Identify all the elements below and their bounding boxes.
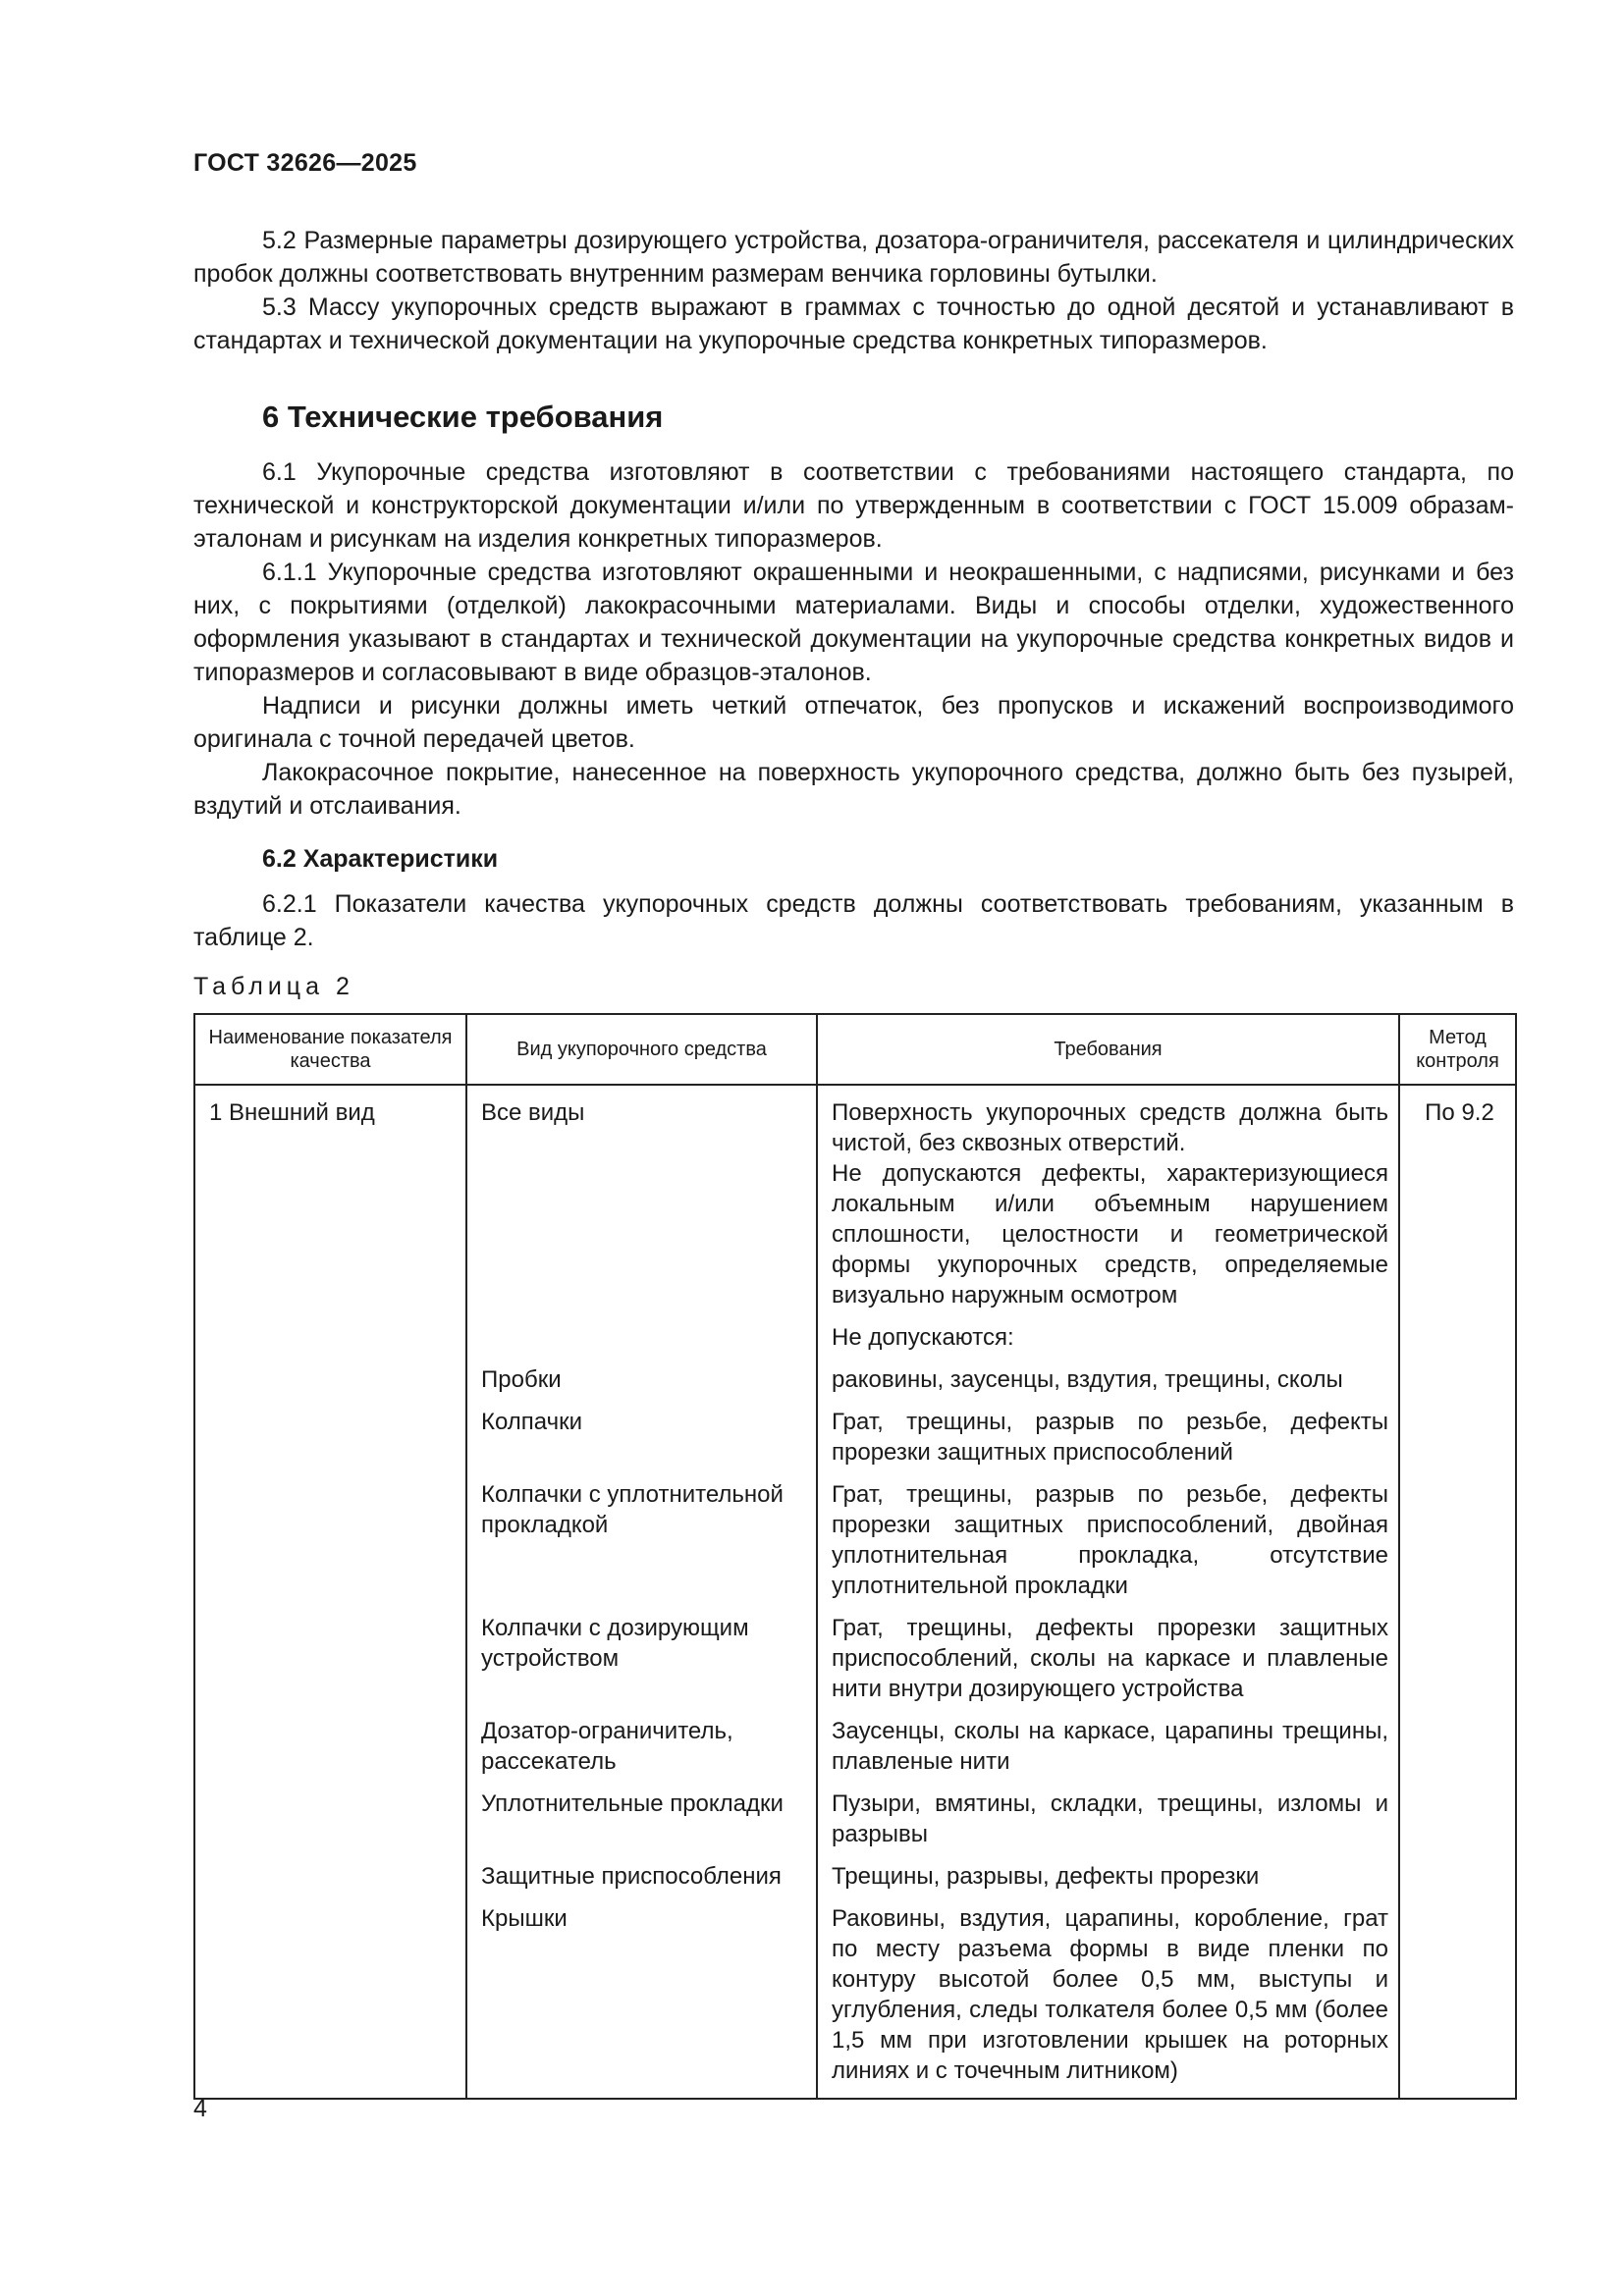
cell-closure-type — [466, 1322, 817, 1364]
cell-method — [1399, 1789, 1516, 1861]
cell-indicator — [194, 1861, 466, 1903]
cell-method — [1399, 1613, 1516, 1716]
cell-text: Раковины, вздутия, царапины, коробление, грат по месту разъема формы в виде пленки по контуру высотой более 0,5 мм, выступы и углубления, следы толкателя более 0,5 мм (более 1,5 мм при изготовлении крышек на роторных линиях и с точечным литником) — [832, 1905, 1388, 2084]
cell-method — [1399, 1364, 1516, 1407]
paragraph-5-2: 5.2 Размерные параметры дозирующего устройства, дозатора-ограничителя, рассекателя и цилиндрических пробок должны соответствовать внутренним размерам венчика горловины бутылки. — [193, 227, 1514, 288]
cell-text: Все виды — [481, 1099, 585, 1126]
paragraph-5-3: 5.3 Массу укупорочных средств выражают в граммах с точностью до одной десятой и устанавливают в стандартах и технической документации на укупорочные средства конкретных типоразмеров. — [193, 294, 1514, 354]
cell-requirements — [817, 1407, 1399, 1479]
cell-indicator — [194, 1903, 466, 2099]
cell-text: Грат, трещины, дефекты прорезки защитных приспособлений, сколы на каркасе и плавленые нити внутри дозирующего устройства — [832, 1615, 1388, 1702]
header-method: Метод контроля — [1399, 1014, 1516, 1085]
cell-indicator — [194, 1716, 466, 1789]
cell-closure-type — [466, 1716, 817, 1789]
document-body — [193, 224, 1514, 2100]
cell-method — [1399, 1322, 1516, 1364]
subsection-title: 6.2 Характеристики — [262, 845, 499, 873]
cell-requirements — [817, 1613, 1399, 1716]
cell-text: Пузыри, вмятины, складки, трещины, изломы и разрывы — [832, 1790, 1388, 1847]
header-requirements: Требования — [817, 1014, 1399, 1085]
cell-text: Заусенцы, сколы на каркасе, царапины трещины, плавленые нити — [832, 1718, 1388, 1775]
page-number: 4 — [193, 2095, 207, 2122]
table-caption: Таблица 2 — [193, 973, 354, 1000]
cell-indicator — [194, 1407, 466, 1479]
cell-text: раковины, заусенцы, вздутия, трещины, сколы — [832, 1366, 1343, 1393]
cell-text: Трещины, разрывы, дефекты прорезки — [832, 1863, 1260, 1890]
table-row — [194, 1364, 1516, 1407]
cell-text: По 9.2 — [1425, 1099, 1494, 1126]
paragraph-6-1-1: 6.1.1 Укупорочные средства изготовляют окрашенными и неокрашенными, с надписями, рисунками и без них, с покрытиями (отделкой) лакокрасочными материалами. Виды и способы отделки, художественного оформления указывают в стандартах и технической документации на укупорочные средства конкретных видов и типоразмеров и согласовывают в виде образцов-эталонов. — [193, 559, 1514, 686]
cell-closure-type — [466, 1903, 817, 2099]
cell-requirements — [817, 1085, 1399, 1322]
paragraph-coating: Лакокрасочное покрытие, нанесенное на поверхность укупорочного средства, должно быть без пузырей, вздутий и отслаивания. — [193, 759, 1514, 820]
cell-closure-type — [466, 1789, 817, 1861]
cell-text: Не допускаются дефекты, характеризующиеся локальным и/или объемным нарушением сплошности, целостности и геометрической формы укупорочных средств, определяемые визуально наружным осмотром — [832, 1160, 1388, 1308]
table-row — [194, 1716, 1516, 1789]
paragraph-inscriptions: Надписи и рисунки должны иметь четкий отпечаток, без пропусков и искажений воспроизводимого оригинала с точной передачей цветов. — [193, 692, 1514, 753]
cell-method — [1399, 1903, 1516, 2099]
table-row — [194, 1903, 1516, 2099]
cell-requirements — [817, 1479, 1399, 1613]
cell-text: Не допускаются: — [832, 1324, 1014, 1351]
cell-method — [1399, 1861, 1516, 1903]
cell-text: Колпачки с уплотнительной прокладкой — [481, 1481, 784, 1538]
section-title: 6 Технические требования — [262, 400, 664, 434]
table-row — [194, 1322, 1516, 1364]
cell-requirements — [817, 1861, 1399, 1903]
table-body — [194, 1085, 1516, 2099]
cell-text: Пробки — [481, 1366, 562, 1393]
cell-closure-type — [466, 1861, 817, 1903]
cell-indicator — [194, 1613, 466, 1716]
cell-closure-type — [466, 1085, 817, 1322]
table-row — [194, 1861, 1516, 1903]
cell-closure-type — [466, 1407, 817, 1479]
document-header: ГОСТ 32626—2025 — [193, 149, 417, 177]
cell-text: 1 Внешний вид — [209, 1099, 375, 1126]
cell-indicator — [194, 1085, 466, 1322]
cell-closure-type — [466, 1364, 817, 1407]
cell-text: Колпачки с дозирующим устройством — [481, 1615, 749, 1672]
table-row — [194, 1479, 1516, 1613]
cell-text: Поверхность укупорочных средств должна быть чистой, без сквозных отверстий. — [832, 1099, 1388, 1156]
cell-indicator — [194, 1364, 466, 1407]
table-row — [194, 1789, 1516, 1861]
quality-table — [193, 1013, 1517, 2100]
paragraph-6-2-1: 6.2.1 Показатели качества укупорочных средств должны соответствовать требованиям, указанным в таблице 2. — [193, 890, 1514, 951]
cell-method — [1399, 1085, 1516, 1322]
cell-requirements — [817, 1322, 1399, 1364]
cell-indicator — [194, 1322, 466, 1364]
table-row — [194, 1085, 1516, 1322]
cell-closure-type — [466, 1613, 817, 1716]
header-closure-type: Вид укупорочного средства — [466, 1014, 817, 1085]
cell-text: Дозатор-ограничитель, рассекатель — [481, 1718, 733, 1775]
cell-indicator — [194, 1479, 466, 1613]
cell-text: Колпачки — [481, 1409, 583, 1435]
cell-requirements — [817, 1903, 1399, 2099]
cell-text: Крышки — [481, 1905, 568, 1932]
cell-requirements — [817, 1716, 1399, 1789]
cell-text: Защитные приспособления — [481, 1863, 782, 1890]
cell-requirements — [817, 1364, 1399, 1407]
cell-method — [1399, 1479, 1516, 1613]
cell-method — [1399, 1407, 1516, 1479]
cell-text: Уплотнительные прокладки — [481, 1790, 784, 1817]
table-row — [194, 1407, 1516, 1479]
cell-indicator — [194, 1789, 466, 1861]
table-header-row — [194, 1014, 1516, 1085]
cell-closure-type — [466, 1479, 817, 1613]
header-indicator: Наименование показателя качества — [194, 1014, 466, 1085]
cell-text: Грат, трещины, разрыв по резьбе, дефекты прорезки защитных приспособлений — [832, 1409, 1388, 1466]
cell-requirements — [817, 1789, 1399, 1861]
paragraph-6-1: 6.1 Укупорочные средства изготовляют в соответствии с требованиями настоящего стандарта, по технической и конструкторской документации и/или по утвержденным в соответствии с ГОСТ 15.009 образам-эталонам и рисункам на изделия конкретных типоразмеров. — [193, 458, 1514, 553]
cell-method — [1399, 1716, 1516, 1789]
table-row — [194, 1613, 1516, 1716]
cell-text: Грат, трещины, разрыв по резьбе, дефекты прорезки защитных приспособлений, двойная уплотнительная прокладка, отсутствие уплотнительной прокладки — [832, 1481, 1388, 1599]
